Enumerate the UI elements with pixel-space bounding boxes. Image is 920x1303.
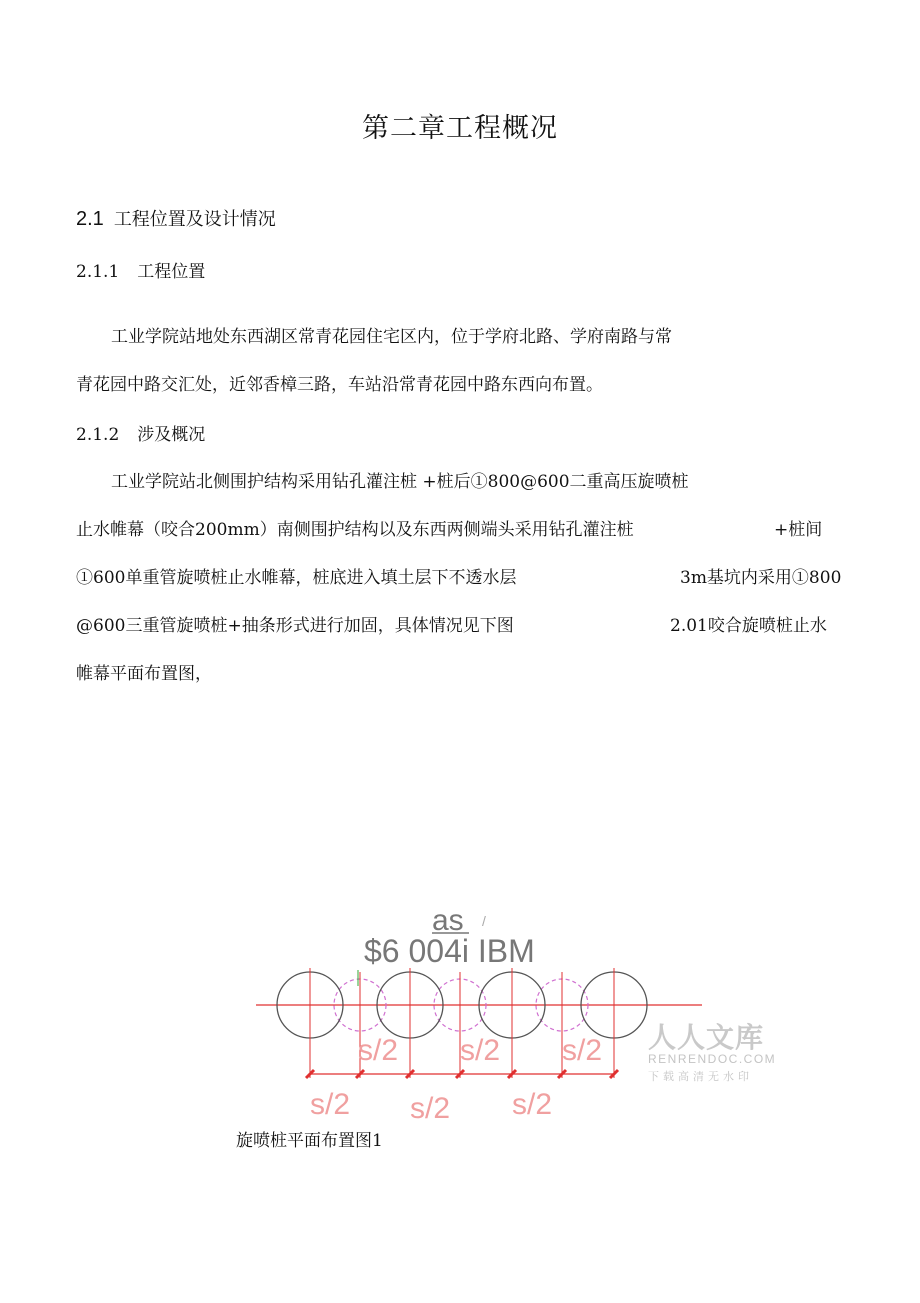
paragraph-line: 工业学院站北侧围护结构采用钻孔灌注桩 +桩后①800@600二重高压旋喷桩 — [111, 472, 689, 492]
dimension-labels-lower — [310, 1088, 552, 1125]
figure-caption: 旋喷桩平面布置图1 — [236, 1131, 383, 1151]
dimension-label: s/2 — [460, 1034, 501, 1067]
figure-label-top: as — [432, 904, 464, 937]
dimension-label: s/2 — [358, 1034, 399, 1067]
paragraph-line: 工业学院站地处东西湖区常青花园住宅区内，位于学府北路、学府南路与常 — [111, 327, 672, 347]
figure-label-mark: / — [482, 913, 486, 929]
page-title: 第二章工程概况 — [362, 113, 558, 144]
subsection-heading-location — [76, 257, 205, 282]
paragraph-line-tail: 3m基坑内采用①800 — [680, 568, 842, 588]
subsection-number: 2.1.2 — [76, 425, 120, 445]
pile-layout-figure — [254, 900, 784, 1126]
watermark-logo-text: 人人文库 — [648, 1021, 765, 1054]
watermark-tagline: 下载高清无水印 — [648, 1070, 753, 1083]
dimension-label: s/2 — [410, 1092, 451, 1125]
dimension-labels-upper — [358, 1034, 602, 1067]
watermark-domain: RENRENDOC.COM — [648, 1052, 777, 1066]
dimension-label: s/2 — [562, 1034, 603, 1067]
section-title: 工程位置及设计情况 — [113, 209, 276, 230]
subsection-number: 2.1.1 — [76, 262, 120, 282]
watermark — [648, 1016, 778, 1084]
paragraph-line: 青花园中路交汇处，近邻香樟三路，车站沿常青花园中路东西向布置。 — [76, 375, 603, 395]
paragraph-line: ①600单重管旋喷桩止水帷幕，桩底进入填土层下不透水层 — [76, 568, 517, 588]
subsection-title: 工程位置 — [137, 262, 206, 282]
dimension-label: s/2 — [512, 1088, 553, 1121]
paragraph-line-tail: +桩间 — [774, 520, 823, 540]
paragraph-line: 止水帷幕（咬合200mm）南侧围护结构以及东西两侧端头采用钻孔灌注桩 — [76, 520, 634, 540]
section-number: 2.1 — [76, 208, 104, 230]
paragraph-line-tail: 2.01咬合旋喷桩止水 — [670, 616, 827, 636]
subsection-heading-overview — [76, 420, 205, 445]
paragraph-line: @600三重管旋喷桩+抽条形式进行加固，具体情况见下图 — [76, 616, 514, 636]
figure-dimension-label: $6 004i IBM — [364, 933, 535, 969]
subsection-title: 涉及概况 — [137, 425, 206, 445]
paragraph-line: 帷幕平面布置图， — [76, 664, 212, 684]
section-heading — [76, 205, 276, 231]
dimension-label: s/2 — [310, 1088, 351, 1121]
